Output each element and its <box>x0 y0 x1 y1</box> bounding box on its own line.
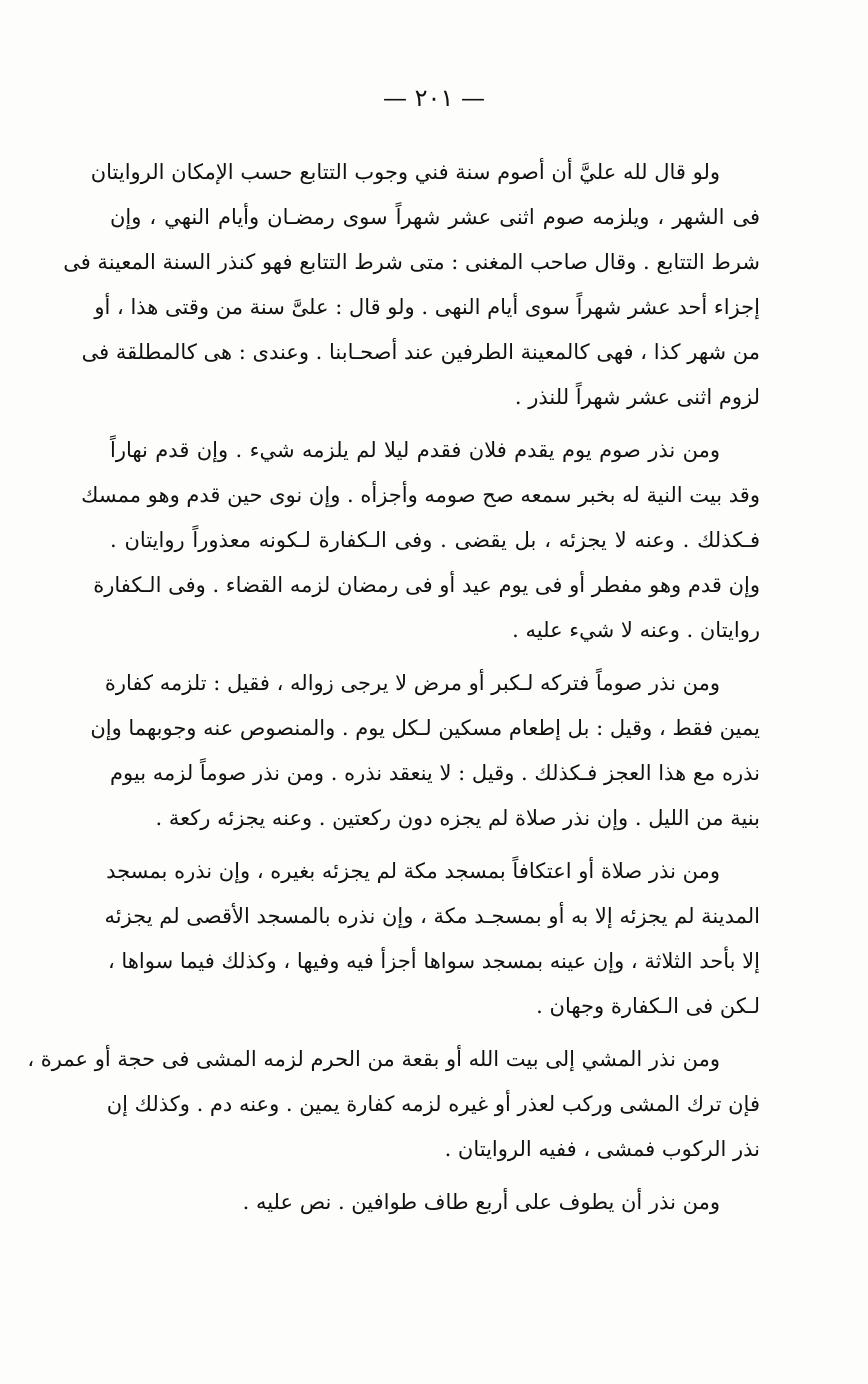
text-line: بنية من الليل . وإن نذر صلاة لم يجزه دون ركعتين . وعنه يجزئه ركعة . <box>155 806 760 830</box>
paragraph <box>63 150 760 420</box>
text-line: ومن نذر أن يطوف على أربع طاف طوافين . نص عليه . <box>242 1190 720 1214</box>
text-line: ومن نذر صوم يوم يقدم فلان فقدم ليلا لم يلزمه شيء . وإن قدم نهاراً <box>110 438 720 462</box>
text-line: ومن نذر صلاة أو اعتكافاً بمسجد مكة لم يجزئه بغيره ، وإن نذره بمسجد <box>106 859 720 883</box>
text-line: المدينة لم يجزئه إلا به أو بمسجـد مكة ، وإن نذره بالمسجد الأقصى لم يجزئه <box>104 904 760 928</box>
text-line: نذر الركوب فمشى ، ففيه الروايتان . <box>444 1137 760 1161</box>
paragraph <box>104 849 760 1029</box>
text-line: من شهر كذا ، فهى كالمعينة الطرفين عند أصحـابنا . وعندى : هى كالمطلقة فى <box>81 340 760 364</box>
text-line: نذره مع هذا العجز فـكذلك . وقيل : لا ينعقد نذره . ومن نذر صوماً لزمه بيوم <box>110 761 760 785</box>
text-line: فى الشهر ، ويلزمه صوم اثنى عشر شهراً سوى رمضـان وأيام النهي ، وإن <box>110 205 760 229</box>
text-line: يمين فقط ، وقيل : بل إطعام مسكين لـكل يوم . والمنصوص عنه وجوبهما وإن <box>90 716 760 740</box>
text-line: لزوم اثنى عشر شهراً للنذر . <box>514 385 760 409</box>
paragraph <box>110 1180 760 1225</box>
paragraph <box>81 428 760 653</box>
text-line: إلا بأحد الثلاثة ، وإن عينه بمسجد سواها أجزأ فيه وفيها ، وكذلك فيما سواها ، <box>107 949 760 973</box>
text-line: فإن ترك المشى وركب لعذر أو غيره لزمه كفارة يمين . وعنه دم . وكذلك إن <box>106 1092 760 1116</box>
text-line: روايتان . وعنه لا شيء عليه . <box>512 618 760 642</box>
paragraph <box>90 661 760 841</box>
text-line: إجزاء أحد عشر شهراً سوى أيام النهى . ولو قال : علىَّ سنة من وقتى هذا ، أو <box>94 295 760 319</box>
text-line: شرط التتابع . وقال صاحب المغنى : متى شرط التتابع فهو كنذر السنة المعينة فى <box>63 250 760 274</box>
text-line: ومن نذر المشي إلى بيت الله أو بقعة من الحرم لزمه المشى فى حجة أو عمرة ، <box>27 1047 720 1071</box>
paragraph <box>27 1037 760 1172</box>
text-line: لـكن فى الـكفارة وجهان . <box>536 994 760 1018</box>
text-body <box>27 150 760 1225</box>
text-line: ولو قال لله عليَّ أن أصوم سنة فني وجوب التتابع حسب الإمكان الروايتان <box>90 160 720 184</box>
text-line: ومن نذر صوماً فتركه لـكبر أو مرض لا يرجى زواله ، فقيل : تلزمه كفارة <box>104 671 720 695</box>
text-line: فـكذلك . وعنه لا يجزئه ، بل يقضى . وفى الـكفارة لـكونه معذوراً روايتان . <box>110 528 760 552</box>
text-line: وقد بيت النية له بخبر سمعه صح صومه وأجزأه . وإن نوى حين قدم وهو ممسك <box>81 483 760 507</box>
text-line: وإن قدم وهو مفطر أو فى يوم عيد أو فى رمضان لزمه القضاء . وفى الـكفارة <box>93 573 760 597</box>
page-number: — ٢٠١ — <box>383 84 485 112</box>
